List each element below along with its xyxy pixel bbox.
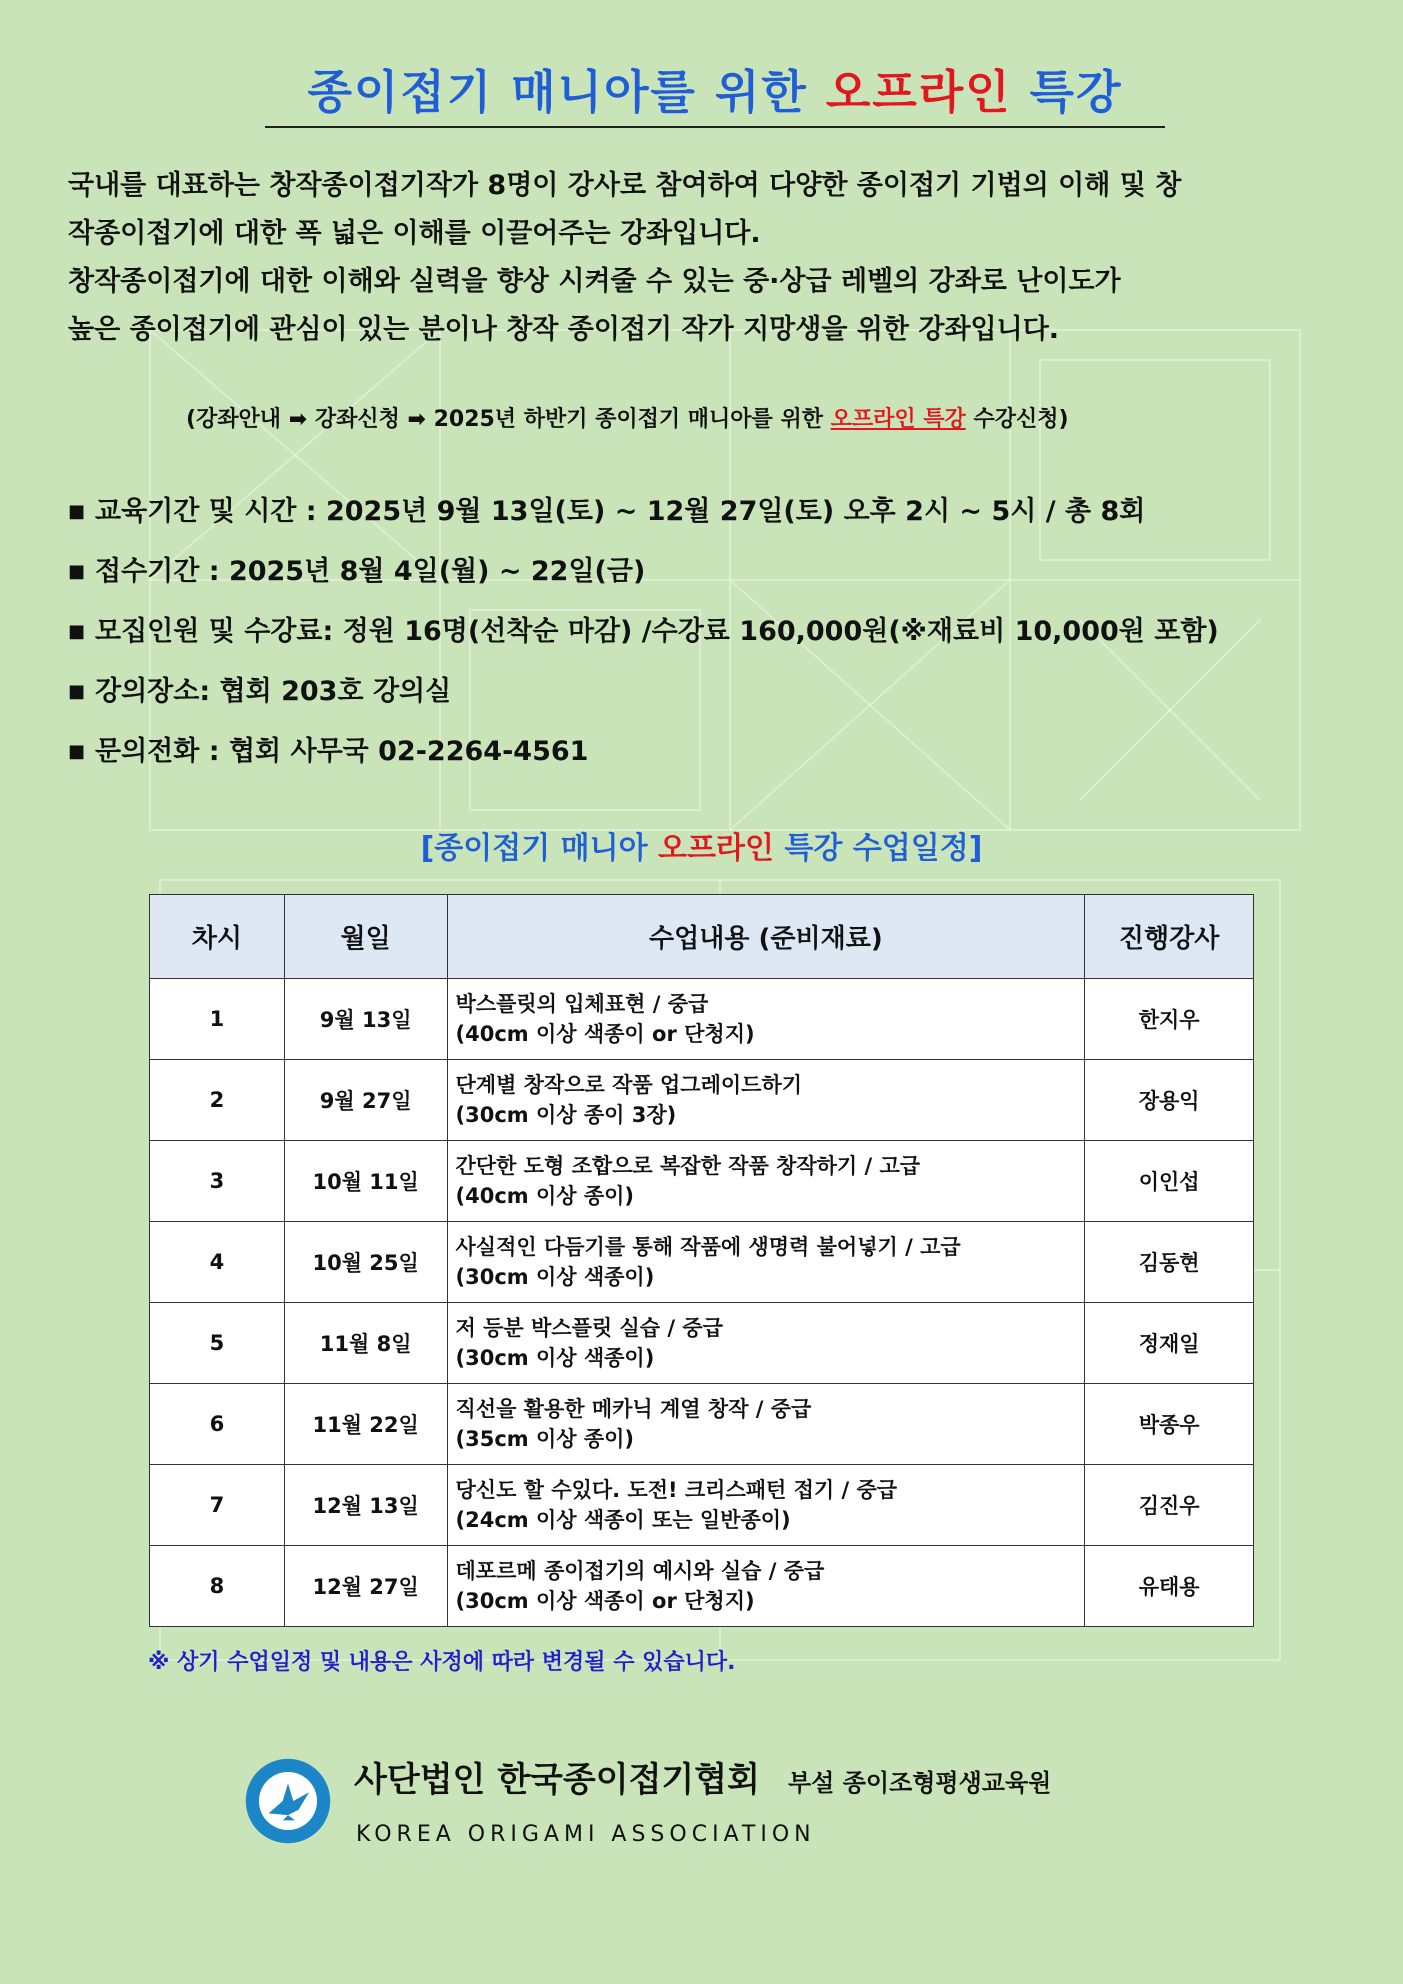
session-date: 12월 13일 (284, 1465, 447, 1546)
table-row (150, 1384, 1254, 1465)
session-date: 10월 11일 (284, 1141, 447, 1222)
session-content: 간단한 도형 조합으로 복잡한 작품 창작하기 / 고급 (40cm 이상 종이) (447, 1141, 1085, 1222)
session-instructor: 장용익 (1085, 1060, 1254, 1141)
intro-line: 국내를 대표하는 창작종이접기작가 8명이 강사로 참여하여 다양한 종이접기 기법의 이해 및 창 (68, 170, 1182, 201)
square-bullet-icon: ■ (68, 561, 86, 582)
header-session: 차시 (150, 895, 285, 979)
session-material: (40cm 이상 색종이 or 단청지) (455, 1022, 755, 1046)
session-content: 사실적인 다듬기를 통해 작품에 생명력 불어넣기 / 고급 (30cm 이상 색종이) (447, 1222, 1085, 1303)
session-material: (40cm 이상 종이) (455, 1184, 635, 1208)
session-number: 3 (150, 1141, 285, 1222)
association-logo (244, 1757, 332, 1845)
schedule-change-note: ※ 상기 수업일정 및 내용은 사정에 따라 변경될 수 있습니다. (148, 1650, 736, 1675)
session-number: 7 (150, 1465, 285, 1546)
schedule-table (149, 894, 1254, 1627)
session-content: 박스플릿의 입체표현 / 중급 (40cm 이상 색종이 or 단청지) (447, 979, 1085, 1060)
session-material: (24cm 이상 색종이 또는 일반종이) (455, 1508, 791, 1532)
session-content: 저 등분 박스플릿 실습 / 중급 (30cm 이상 색종이) (447, 1303, 1085, 1384)
course-info-list (68, 482, 1219, 782)
info-item: ■ 모집인원 및 수강료: 정원 16명(선착순 마감) /수강료 160,000원(※재료비 10,000원 포함) (68, 602, 1219, 662)
table-row (150, 1141, 1254, 1222)
session-date: 9월 13일 (284, 979, 447, 1060)
session-number: 4 (150, 1222, 285, 1303)
page-title: 종이접기 매니아를 위한 오프라인 특강 (265, 56, 1165, 128)
session-number: 2 (150, 1060, 285, 1141)
organization-name: 사단법인 한국종이접기협회 (354, 1760, 760, 1800)
session-date: 12월 27일 (284, 1546, 447, 1627)
header-instructor: 진행강사 (1085, 895, 1254, 979)
intro-line: 작종이접기에 대한 폭 넓은 이해를 이끌어주는 강좌입니다. (68, 218, 761, 249)
info-item: ■ 접수기간 : 2025년 8월 4일(월) ~ 22일(금) (68, 542, 1219, 602)
square-bullet-icon: ■ (68, 621, 86, 642)
intro-line: 창작종이접기에 대한 이해와 실력을 향상 시켜줄 수 있는 중·상급 레벨의 강좌로 난이도가 (68, 266, 1121, 297)
session-date: 11월 8일 (284, 1303, 447, 1384)
header-content: 수업내용 (준비재료) (447, 895, 1085, 979)
session-content: 당신도 할 수있다. 도전! 크리스패턴 접기 / 중급 (24cm 이상 색종이 또는 일반종이) (447, 1465, 1085, 1546)
session-content: 단계별 창작으로 작품 업그레이드하기 (30cm 이상 종이 3장) (447, 1060, 1085, 1141)
session-instructor: 김동현 (1085, 1222, 1254, 1303)
session-instructor: 박종우 (1085, 1384, 1254, 1465)
registration-route: (강좌안내 ➡ 강좌신청 ➡ 2025년 하반기 종이접기 매니아를 위한 오프라인 특강 수강신청) (186, 407, 1069, 432)
session-material: (30cm 이상 색종이 or 단청지) (455, 1589, 755, 1613)
session-material: (30cm 이상 색종이) (455, 1346, 655, 1370)
square-bullet-icon: ■ (68, 681, 86, 702)
session-material: (30cm 이상 종이 3장) (455, 1103, 677, 1127)
session-number: 6 (150, 1384, 285, 1465)
table-row (150, 1465, 1254, 1546)
organization-name-block (354, 1752, 1051, 1801)
session-instructor: 정재일 (1085, 1303, 1254, 1384)
session-instructor: 이인섭 (1085, 1141, 1254, 1222)
session-instructor: 유태용 (1085, 1546, 1254, 1627)
info-item: ■ 강의장소: 협회 203호 강의실 (68, 662, 1219, 722)
session-number: 8 (150, 1546, 285, 1627)
session-date: 9월 27일 (284, 1060, 447, 1141)
session-date: 10월 25일 (284, 1222, 447, 1303)
info-item: ■ 문의전화 : 협회 사무국 02-2264-4561 (68, 722, 1219, 782)
table-row (150, 1303, 1254, 1384)
intro-line: 높은 종이접기에 관심이 있는 분이나 창작 종이접기 작가 지망생을 위한 강좌입니다. (68, 314, 1060, 345)
schedule-title: [종이접기 매니아 오프라인 특강 수업일정] (420, 831, 983, 866)
header-date: 월일 (284, 895, 447, 979)
table-row (150, 1060, 1254, 1141)
square-bullet-icon: ■ (68, 501, 86, 522)
square-bullet-icon: ■ (68, 741, 86, 762)
schedule-title-highlight: 오프라인 (658, 831, 774, 866)
session-number: 1 (150, 979, 285, 1060)
table-header-row (150, 895, 1254, 979)
info-item: ■ 교육기간 및 시간 : 2025년 9월 13일(토) ~ 12월 27일(토) 오후 2시 ~ 5시 / 총 8회 (68, 482, 1219, 542)
session-date: 11월 22일 (284, 1384, 447, 1465)
title-highlight: 오프라인 (825, 65, 1012, 119)
session-number: 5 (150, 1303, 285, 1384)
organization-sub: 부설 종이조형평생교육원 (787, 1769, 1052, 1797)
table-row (150, 1546, 1254, 1627)
session-instructor: 한지우 (1085, 979, 1254, 1060)
session-content: 직선을 활용한 메카닉 계열 창작 / 중급 (35cm 이상 종이) (447, 1384, 1085, 1465)
session-instructor: 김진우 (1085, 1465, 1254, 1546)
route-highlight: 오프라인 특강 (830, 407, 966, 432)
organization-english-name: KOREA ORIGAMI ASSOCIATION (356, 1822, 816, 1847)
table-row (150, 1222, 1254, 1303)
session-material: (35cm 이상 종이) (455, 1427, 635, 1451)
session-content: 데포르메 종이접기의 예시와 실습 / 중급 (30cm 이상 색종이 or 단청지) (447, 1546, 1085, 1627)
intro-paragraph (68, 162, 1348, 354)
session-material: (30cm 이상 색종이) (455, 1265, 655, 1289)
table-row (150, 979, 1254, 1060)
